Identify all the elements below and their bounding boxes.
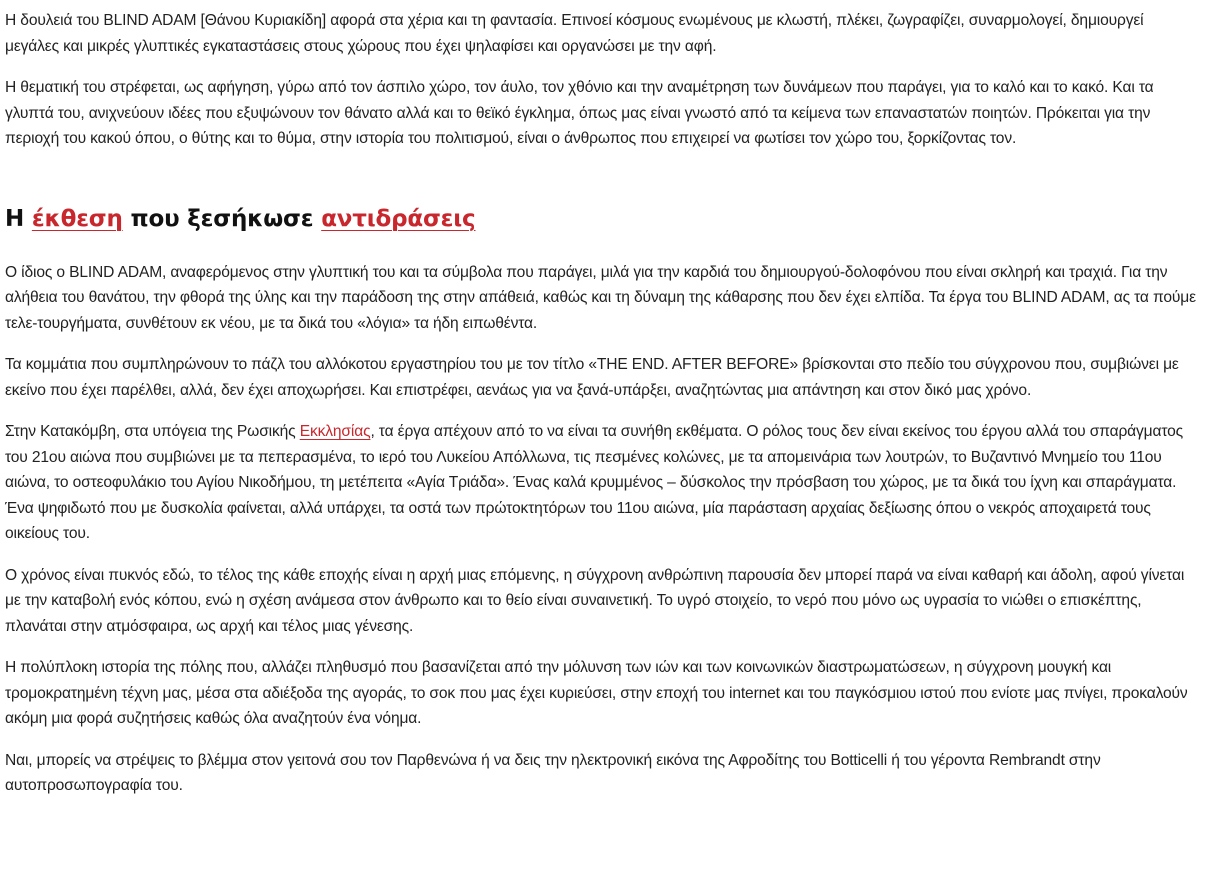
heading-link-reactions[interactable]: αντιδράσεις: [321, 205, 476, 232]
article-paragraph: Τα κομμάτια που συμπληρώνουν το πάζλ του αλλόκοτου εργαστηρίου του με τον τίτλο «THE END. AFTER BEFORE» βρίσκονται στο πεδίο του σύγχρονου που, συμβιώνει με εκείνο που έχει παρέλθει, αλλά, δεν έχει αποχωρήσει. Και επιστρέφει, αενάως για να ξανά-υπάρξει, αναζητώντας μια απάντηση και στον δικό μας χρόνο.: [5, 356, 1179, 399]
section-heading: [5, 202, 1200, 236]
article-body: [0, 8, 1200, 799]
article-paragraph: Η δουλειά του BLIND ADAM [Θάνου Κυριακίδη] αφορά στα χέρια και τη φαντασία. Επινοεί κόσμους ενωμένους με κλωστή, πλέκει, ζωγραφίζει, συναρμολογεί, δημιουργεί μεγάλες και μικρές γλυπτικές εγκαταστάσεις στους χώρους που έχει ψηλαφίσει και οργανώσει με την αφή.: [5, 12, 1144, 55]
heading-link-exhibition[interactable]: έκθεση: [31, 205, 123, 232]
paragraph-text: Στην Κατακόμβη, στα υπόγεια της Ρωσικής: [5, 423, 300, 440]
heading-text: Η: [5, 205, 32, 232]
article-paragraph: Ο ίδιος ο BLIND ADAM, αναφερόμενος στην γλυπτική του και τα σύμβολα που παράγει, μιλά για την καρδιά του δημιουργού-δολοφόνου που είναι σκληρή και τραχιά. Για την αλήθεια του θανάτου, την φθορά της ύλης και την παράδοση της στην απάθειά, καθώς και τη δύναμη της κάθαρσης που δεν έχει ελπίδα. Τα έργα του BLIND ADAM, ας τα πούμε τελε-τουργήματα, συνθέτουν εκ νέου, με τα δικά του «λόγια» τα ήδη ειπωθέντα.: [5, 263, 1196, 332]
heading-text: που ξεσήκωσε: [122, 205, 322, 232]
article-paragraph: Η θεματική του στρέφεται, ως αφήγηση, γύρω από τον άσπιλο χώρο, τον άυλο, τον χθόνιο και την αναμέτρηση των δυνάμεων που παράγει, για το καλό και το κακό. Και τα γλυπτά του, ανιχνεύουν ιδέες που εξυψώνουν τον θάνατο αλλά και το θεϊκό έγκλημα, όπως μας είναι γνωστό από τα κείμενα των επαναστατών ποιητών. Πρόκειται για την περιοχή του κακού όπου, ο θύτης και το θύμα, στην ιστορία του πολιτισμού, είναι ο άνθρωπος που επιχειρεί να φωτίσει τον χώρο του, ξορκίζοντας τον.: [5, 79, 1154, 147]
church-link[interactable]: Εκκλησίας: [299, 423, 371, 440]
article-paragraph: Ναι, μπορείς να στρέψεις το βλέμμα στον γειτονά σου τον Παρθενώνα ή να δεις την ηλεκτρονική εικόνα της Αφροδίτης του Botticelli ή του γέροντα Rembrandt στην αυτοπροσωπογραφία του.: [5, 751, 1101, 794]
article-paragraph: [5, 419, 1200, 547]
article-paragraph: Η πολύπλοκη ιστορία της πόλης που, αλλάζει πληθυσμό που βασανίζεται από την μόλυνση των ιών και των κοινωνικών διαστρωματώσεων, η σύγχρονη μουγκή και τρομοκρατημένη τέχνη μας, μέσα στα αδιέξοδα της αγοράς, το σοκ που μας έχει κυριεύσει, στην εποχή του internet και του παγκόσμιου ιστού που ενίοτε μας πνίγει, προκαλούν ακόμη μια φορά συζητήσεις καθώς όλα αναζητούν ένα νόημα.: [5, 659, 1188, 727]
paragraph-text: , τα έργα απέχουν από το να είναι τα συνήθη εκθέματα. Ο ρόλος τους δεν είναι εκείνος του έργου αλλά του σπαράγματος του 21ου αιώνα που συμβιώνει με τα πεπερασμένα, το ιερό του Λυκείου Απόλλωνα, τις πεσμένες κολώνες, με τα απομεινάρια των λουτρών, το Βυζαντινό Μνημείο του 11ου αιώνα, το οστεοφυλάκιο του Αγίου Νικοδήμου, τη μετέπειτα «Αγία Τριάδα». Ένας καλά κρυμμένος – δύσκολος την πρόσβαση του χώρος, με τα δικά του ίχνη και σπαράγματα. Ένα ψηφιδωτό που με δυσκολία φαίνεται, αλλά υπάρχει, τα οστά των πρώτοκτητόρων του 11ου αιώνα, μία παράσταση αρχαίας δεξίωσης όπου ο νεκρός αποχαιρετά τους οικείους του.: [5, 423, 1184, 542]
article-paragraph: Ο χρόνος είναι πυκνός εδώ, το τέλος της κάθε εποχής είναι η αρχή μιας επόμενης, η σύγχρονη ανθρώπινη παρουσία δεν μπορεί παρά να είναι καθαρή και άδολη, αφού γίνεται με την καταβολή ενός κόπου, ενώ η σχέση ανάμεσα στον άνθρωπο και το θείο είναι συναινετική. Το υγρό στοιχείο, το νερό που μόνο ως υγρασία το νιώθει ο επισκέπτης, πλανάται στην ατμόσφαιρα, ως αρχή και τέλος μιας γένεσης.: [5, 566, 1185, 635]
